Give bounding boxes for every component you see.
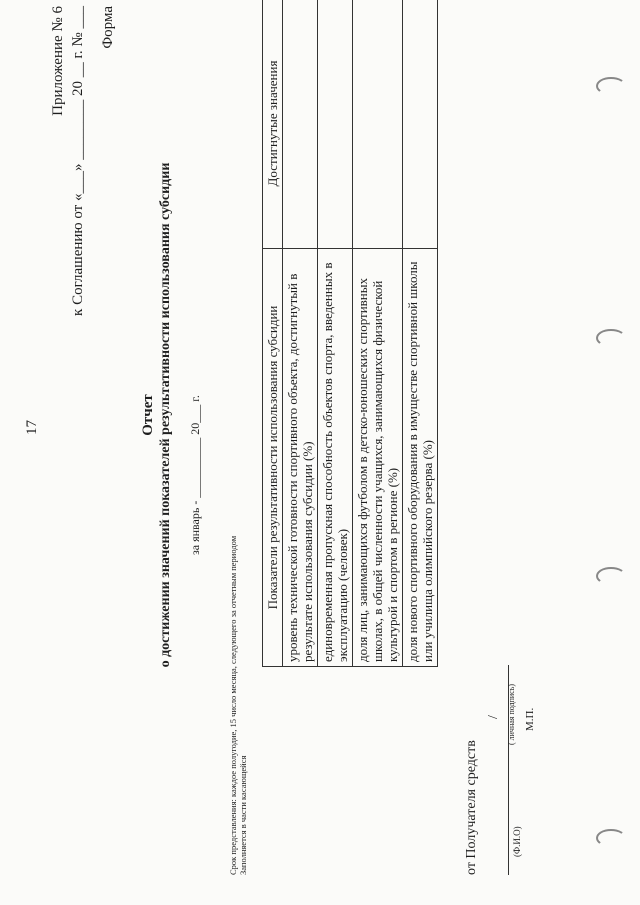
indicator-cell: уровень технической готовности спортивного объекта, достигнутый в результате использования субсидии (%) bbox=[283, 249, 318, 667]
value-cell bbox=[403, 0, 438, 249]
punch-hole-mark bbox=[596, 829, 626, 847]
appendix-form-label: Форма bbox=[100, 6, 116, 49]
indicators-table bbox=[262, 0, 438, 667]
signature-caption: ( личная подпись) bbox=[507, 683, 516, 745]
indicator-cell: единовременная пропускная способность объектов спорта, введенных в эксплуатацию (человек) bbox=[318, 249, 353, 667]
signature-separator: / bbox=[486, 715, 501, 719]
indicator-cell: доля нового спортивного оборудования в имуществе спортивной школы или училища олимпийского резерва (%) bbox=[403, 249, 438, 667]
stamp-placeholder: М.П. bbox=[524, 707, 536, 731]
header-indicators: Показатели результативности использования субсидии bbox=[263, 249, 283, 667]
punch-hole-mark bbox=[596, 567, 626, 585]
value-cell bbox=[353, 0, 403, 249]
table-row bbox=[353, 0, 403, 667]
submission-deadline-note: Срок представления: каждое полугодие, 15 число месяца, следующего за отчетным периодом bbox=[228, 535, 238, 875]
report-title: Отчет bbox=[140, 394, 156, 436]
header-achieved-values: Достигнутые значения bbox=[263, 0, 283, 249]
reporting-period: за январь - __________ 20___ г. bbox=[188, 395, 202, 555]
punch-hole-mark bbox=[596, 329, 626, 347]
indicator-cell: доля лиц, занимающихся футболом в детско-юношеских спортивных школах, в общей численности учащихся, занимающихся физической культурой и спортом в регионе (%) bbox=[353, 249, 403, 667]
fio-caption: (Ф.И.О) bbox=[512, 826, 522, 857]
appendix-number: Приложение № 6 bbox=[50, 6, 66, 116]
value-cell bbox=[283, 0, 318, 249]
appendix-agreement-ref: к Соглашению от «___» ________ 20 __ г. № ___ bbox=[70, 6, 86, 316]
punch-hole-mark bbox=[596, 77, 626, 95]
table-header-row bbox=[263, 0, 283, 667]
report-subtitle: о достижении значений показателей результативности использования субсидии bbox=[158, 162, 173, 668]
table-row bbox=[403, 0, 438, 667]
table-row bbox=[318, 0, 353, 667]
value-cell bbox=[318, 0, 353, 249]
fill-instruction-note: Заполняется в части касающейся bbox=[238, 755, 248, 875]
recipient-label: от Получателя средств bbox=[464, 740, 479, 875]
table-row bbox=[283, 0, 318, 667]
page-number: 17 bbox=[24, 420, 40, 435]
